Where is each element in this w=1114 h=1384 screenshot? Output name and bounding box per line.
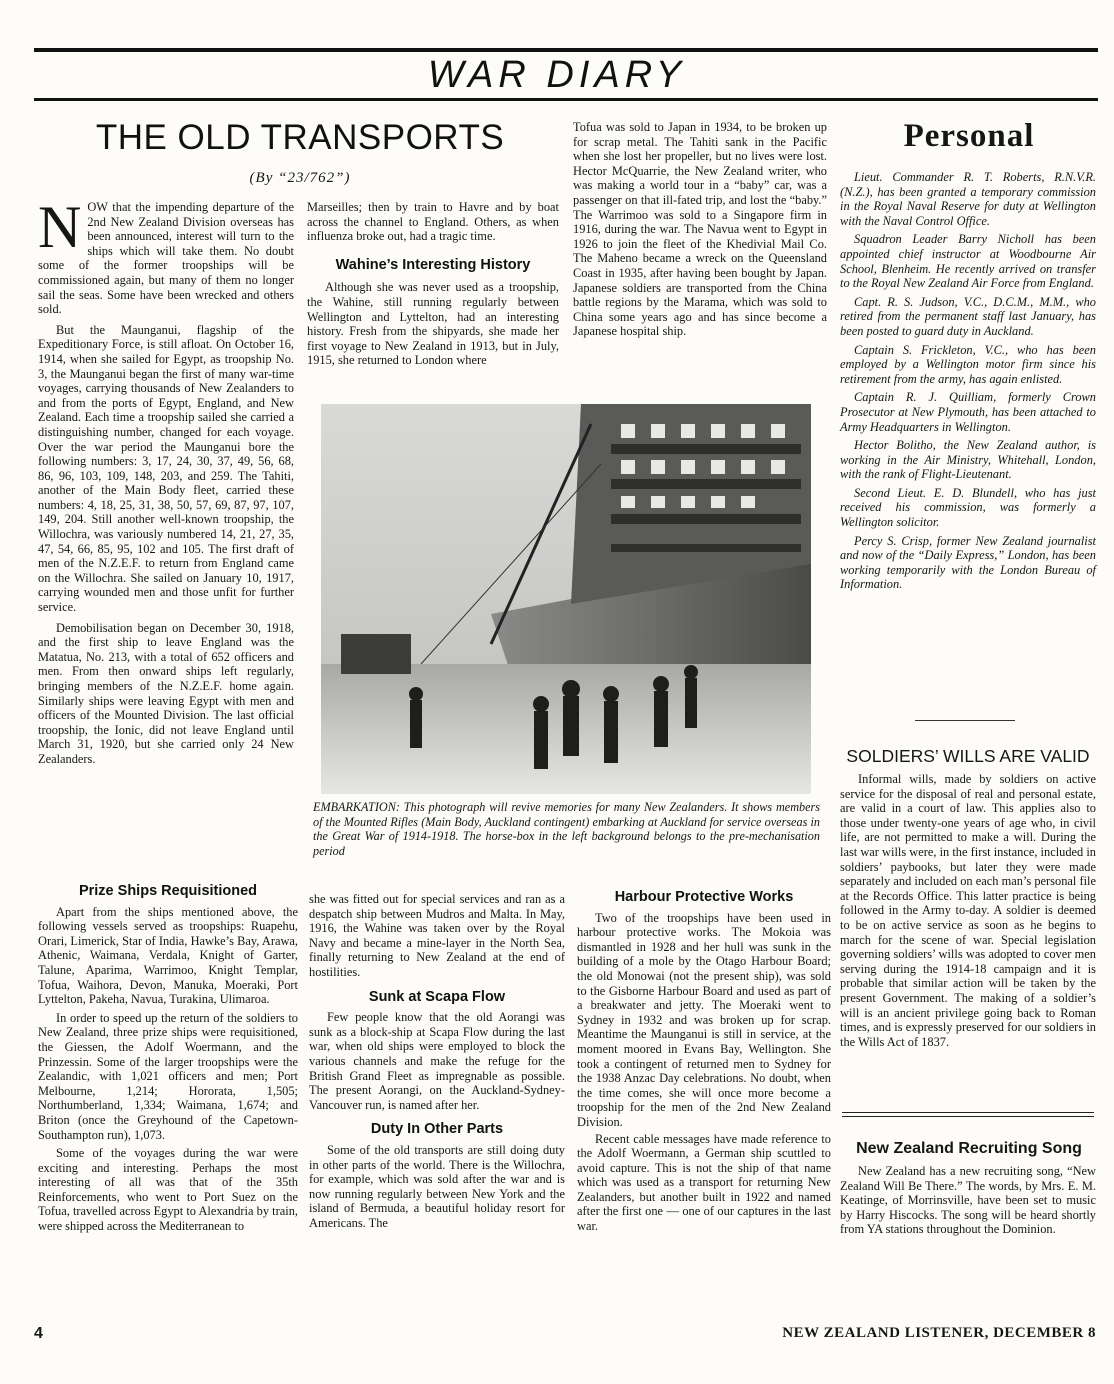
embarkation-photo [321,404,811,794]
article-column-2-lower [309,892,565,1230]
personal-item: Percy S. Crisp, former New Zealand journalist and now of the “Daily Express,” London, has been working temporarily with the London Bureau of Information. [840,533,1096,592]
paragraph: Recent cable messages have made reference to the Adolf Woermann, a German ship scuttled to avoid capture. This is not the ship of that name which was used as a transport for returning New Zealanders, but another built in 1922 and named after the first one — one of our captures in the last war. [577,1131,831,1234]
paragraph: Two of the troopships have been used in harbour protective works. The Mokoia was dismantled in 1928 and her hull was sunk in the building of a mole by the Otago Harbour Board; the old Monowai (not the present ship), was sold to the Gisborne Harbour Board and used as part of a breakwater and jetty. The Moeraki went to Sydney in 1932 and was broken up for scrap. Meantime the Maunganui is still in service, at the moment moored in Evans Bay, Wellington. She took a contingent of returned men to Sydney for the 1938 Anzac Day celebrations. No doubt, when the time comes, she will once more become a troopship for the men of the 2nd New Zealand Division. [577,910,831,1129]
paragraph: But the Maunganui, flagship of the Expeditionary Force, is still afloat. On October 16, 1914, when she sailed for Egypt, as troopship No. 3, the Maunganui began the first of many war-time voyages, carrying thousands of New Zealanders to and from the ports of Egypt, England, and New Zealand. Each time a troopship sailed she carried a distinguishing number, changed for each voyage. Over the war period the Maunganui bore the following numbers: 3, 17, 24, 30, 37, 49, 56, 68, 86, 96, 103, 109, 148, 203, and 259. The Tahiti, another of the Main Body fleet, carried these numbers: 4, 18, 25, 31, 38, 50, 57, 69, 87, 97, 107, 149, 204. Still another well-known troopship, the Willochra, was variously numbered 14, 21, 27, 35, 47, 54, 66, 85, 95, 102 and 105. The first draft of men of the N.Z.E.F. to return from England came on the Willochra. She sailed on January 10, 1917, carrying wounded men and those unfit for further service. [38,322,294,615]
page-number: 4 [34,1325,43,1342]
paragraph: New Zealand has a new recruiting song, “New Zealand Will Be There.” The words, by Mrs. E. M. Keatinge, of Morrinsville, have been set to music by Harry Hiscocks. The song will be heard shortly from YA stations throughout the Dominion. [840,1164,1096,1237]
wills-title: SOLDIERS’ WILLS ARE VALID [846,746,1090,766]
personal-column [840,170,1096,596]
paragraph: Apart from the ships mentioned above, the following vessels served as troopships: Ruapehu, Orari, Limerick, Star of India, Hawke’s Bay, Arawa, Athenic, Waimana, Verdala, Knight of Garter, Talune, Aparima, Warrimoo, Knight Templar, Tofua, Waihora, Devon, Manuka, Moeraki, Port Lyttelton, Pakeha, Navua, Turakina, Ulimaroa. [38,904,298,1007]
article-column-1-lower [38,884,298,1234]
subhead-harbour: Harbour Protective Works [614,889,794,905]
paragraph: Marseilles; then by train to Havre and by boat across the channel to England. Others, as when influenza broke out, had a tragic time. [307,200,559,244]
paragraph: Some of the old transports are still doing duty in other parts of the world. There is the Willochra, for example, which was sold after the war and is now running regularly between New York and the island of Bermuda, a beautiful holiday resort for Americans. The [309,1142,565,1230]
personal-item: Hector Bolitho, the New Zealand author, is working in the Air Ministry, Whitehall, London, with the rank of Flight-Lieutenant. [840,438,1096,482]
subhead-prize: Prize Ships Requisitioned [78,883,258,899]
paragraph: Informal wills, made by soldiers on active service for the disposal of real and personal estate, are valid in a court of law. This applies also to those under twenty-one years of age who, in civil life, are not permitted to make a will. During the last war wills were, in the first instance, included in soldiers’ paybooks, but later they were made separately and included on each man’s personal file at the Records Office. This latter practice is being followed in the Army to-day. A soldier is deemed to be on active service as soon as he begins to march for the scene of war. Special legislation governing soldiers’ wills was adopted to cover men serving during the 1914-18 campaign and it is probable that similar action will be taken by the present Government. The making of a soldier’s will is an ancient privilege going back to Roman times, and is expressly preserved for our soldiers in the Wills Act of 1837. [840,772,1096,1049]
wills-column [840,772,1096,1049]
drop-cap: N [38,194,82,260]
paragraph: she was fitted out for special services and ran as a despatch ship between Mudros and Malta. In May, 1916, the Wahine was taken over by the Royal Navy and became a mine-layer in the North Sea, finally returning to New Zealand at the end of hostilities. [309,892,565,979]
paragraph: Few people know that the old Aorangi was sunk as a block-ship at Scapa Flow during the last war, when old ships were employed to block the various channels and make the refuge for the British Grand Fleet as impregnable as possible. The present Aorangi, on the Auckland-Sydney-Vancouver run, is named after her. [309,1010,565,1112]
top-rule [34,48,1098,52]
article-column-3 [573,120,827,339]
personal-item: Second Lieut. E. D. Blundell, who has just received his commission, was formerly a Wellington solicitor. [840,485,1096,530]
personal-item: Captain R. J. Quilliam, formerly Crown Prosecutor at New Plymouth, has been attached to Army Headquarters in Wellington. [840,390,1096,434]
article-column-3-lower [577,890,831,1234]
paragraph: Some of the voyages during the war were exciting and interesting. Perhaps the most interesting of all was that of the 35th Reinforcements, who went to Port Suez on the Tofua, travelled across Egypt to Alexandria by train, were shipped across the Mediterranean to [38,1146,298,1234]
ship-photo-illustration [321,404,811,794]
article-byline: (By “23/762”) [249,170,351,186]
paragraph: Tofua was sold to Japan in 1934, to be broken up for scrap metal. The Tahiti sank in the Pacific when she lost her propeller, but no lives were lost. Hector McQuarrie, the New Zealand writer, who was making a world tour in a “baby” car, was a passenger on that ill-fated trip, and lost the “baby.” The Warrimoo was sold to a Singapore firm in 1916, during the war. The Navua went to Egypt in 1926 to join the fleet of the Khedivial Mail Co. The Maheno became a wreck on the Queensland Coast in 1935, after having been bought by Japan. Japanese soldiers are transported from the China battle regions by the Marama, which was sold to China some years ago and has since become a Japanese hospital ship. [573,120,827,339]
banner-rule [34,98,1098,101]
section-divider [915,720,1015,721]
song-column [840,1164,1096,1237]
personal-title: Personal [903,118,1035,154]
paragraph: In order to speed up the return of the soldiers to New Zealand, three prize ships were requisitioned, the Giessen, the Adolf Woermann, and the Prinzessin. Some of the larger troopships were the Zealandic, with 1,021 officers and men; Port Melbourne, 1,214; Hororata, 1,505; Northumberland, 1,334; Waimana, 1,674; and Briton (once the Greyhound of the Capetown-Southampton run), 1,073. [38,1010,298,1142]
paragraph: Although she was never used as a troopship, the Wahine, still running regularly between Wellington and Lyttelton, had an interesting history. Fresh from the shipyards, she made her first voyage to New Zealand in 1913, but in July, 1915, she returned to London where [307,280,559,368]
paragraph: Demobilisation began on December 30, 1918, and the first ship to leave England was the Matatua, No. 213, with a total of 652 officers and men. From then onward ships left regularly, bringing members of the N.Z.E.F. home again. Similarly ships were leaving Egypt with men and officers of the Mounted Division. The last official troopship, the Ionic, did not leave England until March 31, 1920, but she carried only 24 New Zealanders. [38,620,294,766]
personal-item: Capt. R. S. Judson, V.C., D.C.M., M.M., who retired from the permanent staff last January, has been posted to guard duty in Auckland. [840,294,1096,338]
masthead-date: NEW ZEALAND LISTENER, DECEMBER 8 [782,1325,1096,1341]
double-rule [842,1112,1094,1117]
subhead-duty: Duty In Other Parts [370,1121,504,1138]
article-column-2 [307,200,559,368]
personal-item: Lieut. Commander R. T. Roberts, R.N.V.R. (N.Z.), has been granted a temporary commission in the Royal Naval Reserve for duty at Wellington with the Naval Control Office. [840,170,1096,228]
article-column-1 [38,194,294,767]
personal-item: Squadron Leader Barry Nicholl has been appointed chief instructor at Woodbourne Air School, Blenheim. He recently arrived on transfer to the Royal New Zealand Air Force from England. [840,232,1096,291]
section-banner: WAR DIARY [427,54,687,96]
subhead-scapa: Sunk at Scapa Flow [368,988,506,1005]
article-title: THE OLD TRANSPORTS [95,118,505,157]
song-title: New Zealand Recruiting Song [856,1140,1082,1157]
personal-item: Captain S. Frickleton, V.C., who has been employed by a Wellington motor firm since his retirement from the army, has again enlisted. [840,342,1096,386]
subhead-wahine: Wahine’s Interesting History [335,256,531,273]
photo-caption: EMBARKATION: This photograph will revive memories for many New Zealanders. It shows members of the Mounted Rifles (Main Body, Auckland contingent) embarking at Auckland for service overseas in the Great War of 1914-1918. The horse-box in the left background belongs to the pre-mechanisation period [313,800,820,858]
lead-paragraph: NOW that the impending departure of the 2nd New Zealand Division overseas has been announced, interest will turn to the ships which will take them. No doubt some of the former troopships will be commissioned again, but many of them no longer sail the seas. Some have been wrecked and others sold. [38,194,294,317]
